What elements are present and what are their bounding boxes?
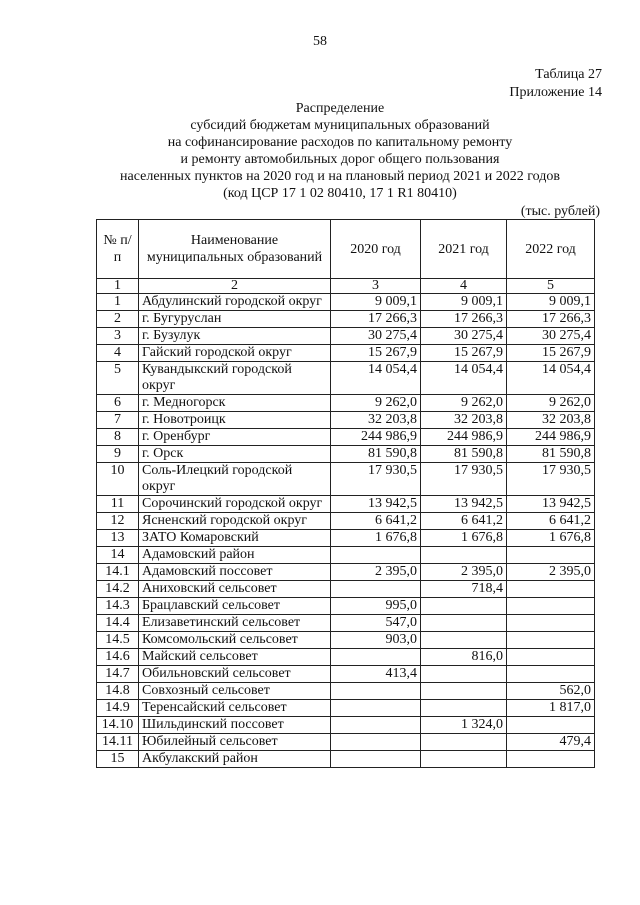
- municipality-name: Совхозный сельсовет: [139, 683, 331, 700]
- page-number: 58: [313, 34, 327, 49]
- value-2021: 32 203,8: [421, 412, 507, 429]
- heading-line: (код ЦСР 17 1 02 80410, 17 1 R1 80410): [223, 186, 457, 201]
- municipality-name: г. Бузулук: [139, 328, 331, 345]
- value-2022: [507, 717, 595, 734]
- value-2022: 14 054,4: [507, 362, 595, 395]
- row-number: 14.10: [97, 717, 139, 734]
- municipality-name: ЗАТО Комаровский: [139, 530, 331, 547]
- appendix-label: Приложение 14: [509, 85, 602, 100]
- row-number: 14.2: [97, 581, 139, 598]
- value-2021: 816,0: [421, 649, 507, 666]
- municipality-name: Брацлавский сельсовет: [139, 598, 331, 615]
- value-2020: 14 054,4: [331, 362, 421, 395]
- table-row: [97, 717, 595, 734]
- row-number: 13: [97, 530, 139, 547]
- row-number: 14.6: [97, 649, 139, 666]
- municipality-name: г. Бугуруслан: [139, 311, 331, 328]
- municipality-name: Гайский городской округ: [139, 345, 331, 362]
- value-2020: 244 986,9: [331, 429, 421, 446]
- row-number: 15: [97, 751, 139, 768]
- municipality-name: Майский сельсовет: [139, 649, 331, 666]
- value-2022: 17 266,3: [507, 311, 595, 328]
- value-2022: [507, 598, 595, 615]
- municipality-name: г. Новотроицк: [139, 412, 331, 429]
- table-row: [97, 496, 595, 513]
- value-2020: [331, 734, 421, 751]
- value-2021: [421, 700, 507, 717]
- value-2022: [507, 632, 595, 649]
- heading-line: на софинансирование расходов по капитальному ремонту: [167, 135, 513, 150]
- row-number: 6: [97, 395, 139, 412]
- value-2021: [421, 547, 507, 564]
- document-heading: [60, 100, 620, 202]
- table-row: [97, 598, 595, 615]
- value-2021: 81 590,8: [421, 446, 507, 463]
- table-row: [97, 311, 595, 328]
- value-2022: 81 590,8: [507, 446, 595, 463]
- column-index: 4: [421, 279, 507, 294]
- value-2020: [331, 700, 421, 717]
- value-2020: 81 590,8: [331, 446, 421, 463]
- header-num: № п/п: [97, 220, 139, 279]
- header-2021: 2021 год: [421, 220, 507, 279]
- row-number: 14.9: [97, 700, 139, 717]
- value-2020: 413,4: [331, 666, 421, 683]
- table-row: [97, 412, 595, 429]
- value-2022: 13 942,5: [507, 496, 595, 513]
- row-number: 14.1: [97, 564, 139, 581]
- municipality-name: г. Оренбург: [139, 429, 331, 446]
- municipality-name: Абдулинский городской округ: [139, 294, 331, 311]
- row-number: 9: [97, 446, 139, 463]
- table-row: [97, 683, 595, 700]
- heading-line: населенных пунктов на 2020 год и на плановый период 2021 и 2022 годов: [120, 169, 560, 184]
- row-number: 14.4: [97, 615, 139, 632]
- value-2020: 6 641,2: [331, 513, 421, 530]
- column-index: 1: [97, 279, 139, 294]
- heading-line: Распределение: [295, 101, 385, 116]
- table-label: Таблица 27: [535, 67, 602, 82]
- value-2020: [331, 649, 421, 666]
- value-2020: 17 930,5: [331, 463, 421, 496]
- column-index: 2: [139, 279, 331, 294]
- value-2022: 1 676,8: [507, 530, 595, 547]
- value-2021: [421, 683, 507, 700]
- value-2021: 1 324,0: [421, 717, 507, 734]
- value-2021: 718,4: [421, 581, 507, 598]
- municipality-name: Обильновский сельсовет: [139, 666, 331, 683]
- table-row: [97, 429, 595, 446]
- value-2021: [421, 666, 507, 683]
- value-2021: 2 395,0: [421, 564, 507, 581]
- table-row: [97, 632, 595, 649]
- row-number: 12: [97, 513, 139, 530]
- value-2020: 32 203,8: [331, 412, 421, 429]
- row-number: 11: [97, 496, 139, 513]
- value-2021: 17 930,5: [421, 463, 507, 496]
- table-header-row: [97, 220, 595, 279]
- table-row: [97, 581, 595, 598]
- value-2020: 995,0: [331, 598, 421, 615]
- table-row: [97, 530, 595, 547]
- column-index: 3: [331, 279, 421, 294]
- value-2021: 9 262,0: [421, 395, 507, 412]
- heading-line: субсидий бюджетам муниципальных образований: [190, 118, 490, 133]
- municipality-name: Сорочинский городской округ: [139, 496, 331, 513]
- header-name: Наименование муниципальных образований: [139, 220, 331, 279]
- table-row: [97, 328, 595, 345]
- municipality-name: Акбулакский район: [139, 751, 331, 768]
- row-number: 7: [97, 412, 139, 429]
- row-number: 2: [97, 311, 139, 328]
- value-2020: 903,0: [331, 632, 421, 649]
- value-2021: 30 275,4: [421, 328, 507, 345]
- units-note: (тыс. рублей): [520, 204, 600, 219]
- value-2021: [421, 751, 507, 768]
- value-2020: [331, 581, 421, 598]
- municipality-name: Адамовский район: [139, 547, 331, 564]
- row-number: 14.8: [97, 683, 139, 700]
- subsidy-table: [96, 219, 595, 768]
- value-2022: 15 267,9: [507, 345, 595, 362]
- table-row: [97, 513, 595, 530]
- value-2022: 562,0: [507, 683, 595, 700]
- row-number: 14.5: [97, 632, 139, 649]
- value-2022: 32 203,8: [507, 412, 595, 429]
- value-2020: 13 942,5: [331, 496, 421, 513]
- municipality-name: Комсомольский сельсовет: [139, 632, 331, 649]
- municipality-name: Соль-Илецкий городской округ: [139, 463, 331, 496]
- table-row: [97, 666, 595, 683]
- header-2022: 2022 год: [507, 220, 595, 279]
- value-2022: 2 395,0: [507, 564, 595, 581]
- header-2020: 2020 год: [331, 220, 421, 279]
- value-2020: 17 266,3: [331, 311, 421, 328]
- municipality-name: г. Медногорск: [139, 395, 331, 412]
- table-row: [97, 395, 595, 412]
- table-row: [97, 345, 595, 362]
- value-2022: 6 641,2: [507, 513, 595, 530]
- municipality-name: г. Орск: [139, 446, 331, 463]
- value-2020: [331, 717, 421, 734]
- municipality-name: Юбилейный сельсовет: [139, 734, 331, 751]
- table-row: [97, 615, 595, 632]
- value-2022: 1 817,0: [507, 700, 595, 717]
- table-row: [97, 362, 595, 395]
- value-2022: [507, 547, 595, 564]
- value-2022: 9 262,0: [507, 395, 595, 412]
- value-2021: 17 266,3: [421, 311, 507, 328]
- table-row: [97, 446, 595, 463]
- value-2022: 30 275,4: [507, 328, 595, 345]
- municipality-name: Аниховский сельсовет: [139, 581, 331, 598]
- table-row: [97, 700, 595, 717]
- value-2022: 17 930,5: [507, 463, 595, 496]
- value-2020: [331, 751, 421, 768]
- table-row: [97, 751, 595, 768]
- value-2021: [421, 598, 507, 615]
- row-number: 14.3: [97, 598, 139, 615]
- value-2021: 244 986,9: [421, 429, 507, 446]
- value-2021: 9 009,1: [421, 294, 507, 311]
- municipality-name: Ясненский городской округ: [139, 513, 331, 530]
- row-number: 8: [97, 429, 139, 446]
- row-number: 14: [97, 547, 139, 564]
- municipality-name: Адамовский поссовет: [139, 564, 331, 581]
- value-2021: [421, 615, 507, 632]
- row-number: 5: [97, 362, 139, 395]
- table-row: [97, 734, 595, 751]
- row-number: 14.7: [97, 666, 139, 683]
- value-2021: 14 054,4: [421, 362, 507, 395]
- value-2020: 15 267,9: [331, 345, 421, 362]
- value-2020: 9 262,0: [331, 395, 421, 412]
- value-2020: 547,0: [331, 615, 421, 632]
- municipality-name: Елизаветинский сельсовет: [139, 615, 331, 632]
- value-2022: [507, 666, 595, 683]
- table-row: [97, 463, 595, 496]
- value-2020: 30 275,4: [331, 328, 421, 345]
- column-index-row: [97, 279, 595, 294]
- value-2020: 9 009,1: [331, 294, 421, 311]
- heading-line: и ремонту автомобильных дорог общего пользования: [180, 152, 500, 167]
- value-2020: 2 395,0: [331, 564, 421, 581]
- value-2021: 13 942,5: [421, 496, 507, 513]
- table-row: [97, 547, 595, 564]
- value-2021: 6 641,2: [421, 513, 507, 530]
- table-row: [97, 649, 595, 666]
- row-number: 1: [97, 294, 139, 311]
- value-2022: 479,4: [507, 734, 595, 751]
- value-2022: [507, 581, 595, 598]
- row-number: 10: [97, 463, 139, 496]
- municipality-name: Кувандыкский городской округ: [139, 362, 331, 395]
- value-2021: 1 676,8: [421, 530, 507, 547]
- value-2020: 1 676,8: [331, 530, 421, 547]
- table-row: [97, 294, 595, 311]
- value-2021: [421, 734, 507, 751]
- value-2022: 9 009,1: [507, 294, 595, 311]
- row-number: 3: [97, 328, 139, 345]
- municipality-name: Шильдинский поссовет: [139, 717, 331, 734]
- value-2021: [421, 632, 507, 649]
- column-index: 5: [507, 279, 595, 294]
- value-2022: 244 986,9: [507, 429, 595, 446]
- value-2020: [331, 547, 421, 564]
- value-2021: 15 267,9: [421, 345, 507, 362]
- municipality-name: Теренсайский сельсовет: [139, 700, 331, 717]
- row-number: 4: [97, 345, 139, 362]
- value-2022: [507, 649, 595, 666]
- value-2022: [507, 615, 595, 632]
- table-row: [97, 564, 595, 581]
- row-number: 14.11: [97, 734, 139, 751]
- value-2022: [507, 751, 595, 768]
- table-caption: [509, 66, 602, 102]
- value-2020: [331, 683, 421, 700]
